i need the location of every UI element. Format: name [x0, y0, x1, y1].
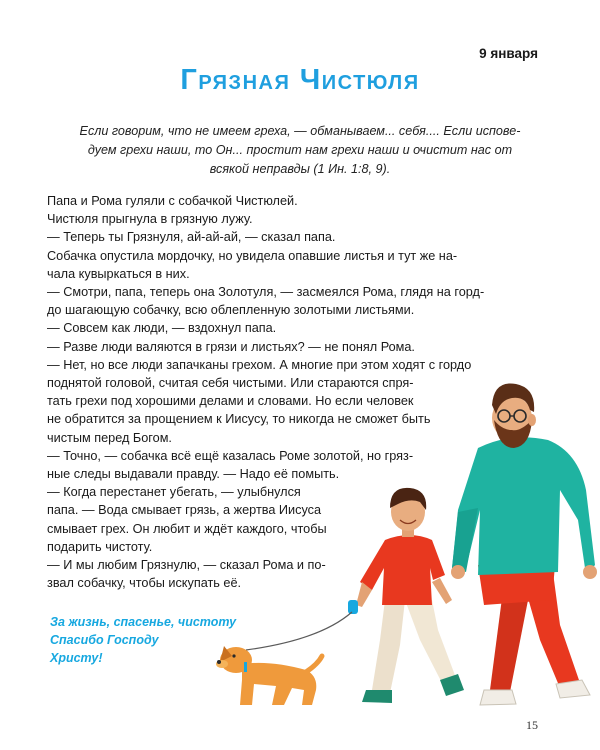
- story-line: — И мы любим Грязнулю, — сказал Рома и по-: [47, 558, 326, 573]
- story-line: до шагающую собачку, всю облепленную золотыми листьями.: [47, 303, 415, 318]
- story-line: папа. — Вода смывает грязь, а жертва Иисуса: [47, 503, 322, 518]
- story-line: тать грехи под хорошими делами и словами. Но если человек: [47, 394, 414, 409]
- story-line: чала кувыркаться в них.: [47, 266, 190, 281]
- page-date: 9 января: [479, 46, 538, 61]
- story-line: не обратится за прощением к Иисусу, то никогда не сможет быть: [47, 412, 431, 427]
- story-line: — Совсем как люди, — вздохнул папа.: [47, 321, 277, 336]
- story-line: ные следы выдавали правду. — Надо её помыть.: [47, 467, 340, 482]
- dog-figure: [216, 646, 322, 705]
- story-line: Собачка опустила мордочку, но увидела опавшие листья и тут же на-: [47, 248, 458, 263]
- story-line: звал собачку, чтобы искупать её.: [47, 576, 242, 591]
- dad-figure: [451, 383, 597, 705]
- story-line: поднятой головой, считая себя чистыми. Или стараются спря-: [47, 376, 414, 391]
- story-line: Папа и Рома гуляли с собачкой Чистюлей.: [47, 194, 298, 208]
- epigraph-line: дуем грехи наши, то Он... простит нам грехи наши и очистит нас от: [87, 143, 513, 157]
- poem-line: Христу!: [50, 651, 103, 665]
- boy-figure: [348, 488, 464, 703]
- leash: [246, 612, 352, 650]
- page-number: 15: [526, 718, 538, 732]
- story-line: — Когда перестанет убегать, — улыбнулся: [47, 485, 301, 500]
- story-line: — Точно, — собачка всё ещё казалась Роме золотой, но гряз-: [47, 448, 414, 463]
- story-line: Чистюля прыгнула в грязную лужу.: [47, 212, 253, 227]
- poem-line: Спасибо Господу: [50, 633, 159, 647]
- story-line: — Нет, но все люди запачканы грехом. А многие при этом ходят с гордо: [47, 357, 472, 372]
- story-line: подарить чистоту.: [47, 539, 153, 554]
- poem-line: За жизнь, спасенье, чистоту: [50, 615, 237, 629]
- story-line: смывает грех. Он любит и ждёт каждого, чтобы: [47, 521, 327, 536]
- epigraph-line: всякой неправды (1 Ин. 1:8, 9).: [209, 162, 391, 176]
- story-line: — Теперь ты Грязнуля, ай-ай-ай, — сказал папа.: [47, 230, 336, 245]
- story-line: чистым перед Богом.: [47, 430, 172, 445]
- story-line: — Разве люди валяются в грязи и листьях? — не понял Рома.: [47, 339, 415, 354]
- story-line: — Смотри, папа, теперь она Золотуля, — засмеялся Рома, глядя на горд-: [47, 285, 485, 300]
- page-title: Грязная Чистюля: [180, 64, 420, 96]
- epigraph-line: Если говорим, что не имеем греха, — обманываем... себя.... Если испове-: [79, 124, 521, 138]
